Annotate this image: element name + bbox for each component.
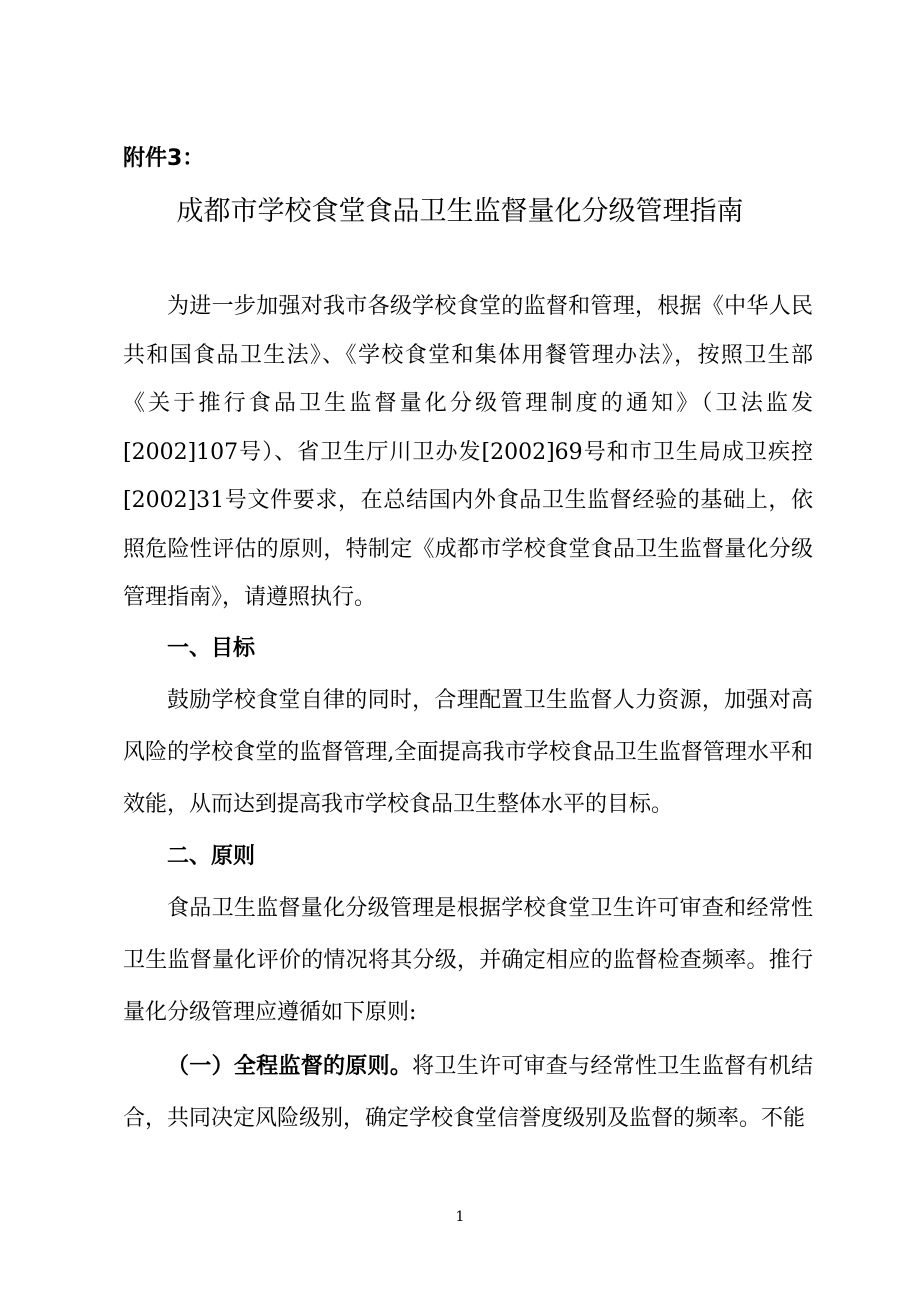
principle-item-1 <box>123 1041 813 1145</box>
intro-paragraph: 为进一步加强对我市各级学校食堂的监督和管理，根据《中华人民共和国食品卫生法》、《学校食堂和集体用餐管理办法》，按照卫生部《关于推行食品卫生监督量化分级管理制度的通知》（卫法监发[2002]107号）、省卫生厅川卫办发[2002]69号和市卫生局成卫疾控[2002]31号文件要求，在总结国内外食品卫生监督经验的基础上，依照危险性评估的原则，特制定《成都市学校食堂食品卫生监督量化分级管理指南》，请遵照执行。 <box>123 294 813 610</box>
attachment-label: 附件3： <box>123 146 205 171</box>
document-body <box>123 283 813 1145</box>
principle-paragraph: 食品卫生监督量化分级管理是根据学校食堂卫生许可审查和经常性卫生监督量化评价的情况将其分级，并确定相应的监督检查频率。推行量化分级管理应遵循如下原则: <box>123 895 813 1025</box>
principle-item-1-lead: （一）全程监督的原则。 <box>167 1053 413 1079</box>
principle-item-1-text: 将卫生许可审查与经常性卫生监督有机结合，共同决定风险级别，确定学校食堂信誉度级别及监督的频率。不能 <box>123 1053 813 1131</box>
goal-paragraph: 鼓励学校食堂自律的同时，合理配置卫生监督人力资源，加强对高风险的学校食堂的监督管理,全面提高我市学校食品卫生监督管理水平和效能，从而达到提高我市学校食品卫生整体水平的目标。 <box>123 687 813 817</box>
section-heading-goal: 一、目标 <box>167 635 256 661</box>
section-heading-principle: 二、原则 <box>167 843 256 869</box>
document-title: 成都市学校食堂食品卫生监督量化分级管理指南 <box>176 196 744 227</box>
page-number: 1 <box>455 1209 465 1225</box>
